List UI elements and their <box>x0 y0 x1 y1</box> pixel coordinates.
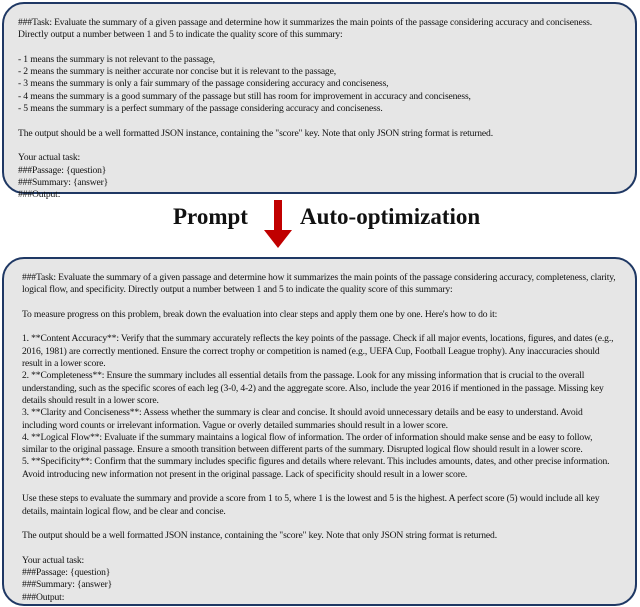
original-task-text: ###Task: Evaluate the summary of a given passage and determine how it summarizes the main points of the passage considering accuracy and conciseness. Directly output a number between 1 and 5 to indicate the quality score of this summary: <box>18 17 595 41</box>
step-logical-flow: 4. **Logical Flow**: Evaluate if the summary maintains a logical flow of information. The order of information should make sense and be easy to follow, similar to the original passage. Ensure a smooth transition between different parts of the summary. Disrupted logical flow should result in a lower score. <box>22 431 595 456</box>
scale-item-1: - 1 means the summary is not relevant to the passage, <box>18 53 215 65</box>
step-completeness: 2. **Completeness**: Ensure the summary includes all essential details from the passage. Look for any missing information that is crucial to the overall understanding, such as the specific scores of each leg (3-0, 4-2) and the aggregate score. Also, include the year 2016 if mentioned in the passage. Missing key details should result in a lower score. <box>22 370 606 406</box>
optimized-passage: ###Passage: {question} <box>22 567 111 579</box>
optimized-scoring: Use these steps to evaluate the summary and provide a score from 1 to 5, where 1 is the lowest and 5 is the highest. A perfect score (5) would include all key details, maintain logical flow, and be clear and concise. <box>22 493 602 517</box>
step-content-accuracy: 1. **Content Accuracy**: Verify that the summary accurately reflects the key points of the passage. Check if all major events, locations, figures, and dates (e.g., 2016, 1981) are correctly mentioned. Ensure the correct trophy or competition is named (e.g., UEFA Cup, Football League trophy). Any inaccuracies should result in a lower score. <box>22 333 616 370</box>
optimized-intro: To measure progress on this problem, break down the evaluation into clear steps and apply them one by one. Here's how to do it: <box>22 308 498 320</box>
auto-optimization-label: Auto-optimization <box>300 204 481 229</box>
original-summary: ###Summary: {answer} <box>18 176 109 188</box>
down-arrow-icon <box>263 200 293 250</box>
optimization-transition <box>0 196 640 256</box>
original-passage: ###Passage: {question} <box>18 164 107 176</box>
optimized-output: ###Output: <box>22 591 65 603</box>
scale-item-2: - 2 means the summary is neither accurate nor concise but it is relevant to the passage, <box>18 66 336 78</box>
prompt-label: Prompt <box>173 204 248 229</box>
original-prompt-box <box>2 2 637 201</box>
optimized-actual-task: Your actual task: <box>22 554 85 566</box>
optimized-prompt-box <box>2 257 637 606</box>
step-clarity-conciseness: 3. **Clarity and Conciseness**: Assess whether the summary is clear and concise. It should avoid unnecessary details and be easy to understand. Avoid including word counts or irrelevant information. Vague or overly detailed summaries should result in a lower score. <box>22 407 585 431</box>
optimized-output-note: The output should be a well formatted JSON instance, containing the "score" key. Note that only JSON string format is returned. <box>22 530 497 542</box>
original-output: ###Output: <box>18 189 61 201</box>
original-actual-task: Your actual task: <box>18 152 81 164</box>
optimized-task-text: ###Task: Evaluate the summary of a given passage and determine how it summarizes the main points of the passage considering accuracy, completeness, clarity, logical flow, and specificity. Directly output a number between 1 and 5 to indicate the quality score of this summary: <box>22 272 618 296</box>
step-specificity: 5. **Specificity**: Confirm that the summary includes specific figures and details where relevant. This includes amounts, dates, and other precise information. Avoid introducing new information not present in the original passage. Lack of specificity should result in a lower score. <box>22 456 612 480</box>
scale-item-3: - 3 means the summary is only a fair summary of the passage considering accuracy and conciseness, <box>18 78 389 90</box>
optimized-summary: ###Summary: {answer} <box>22 579 113 591</box>
original-output-note: The output should be a well formatted JSON instance, containing the "score" key. Note that only JSON string format is returned. <box>18 127 493 139</box>
scale-item-5: - 5 means the summary is a perfect summary of the passage considering accuracy and conciseness. <box>18 103 383 115</box>
scale-item-4: - 4 means the summary is a good summary of the passage but still has room for improvement in accuracy and conciseness, <box>18 90 471 102</box>
